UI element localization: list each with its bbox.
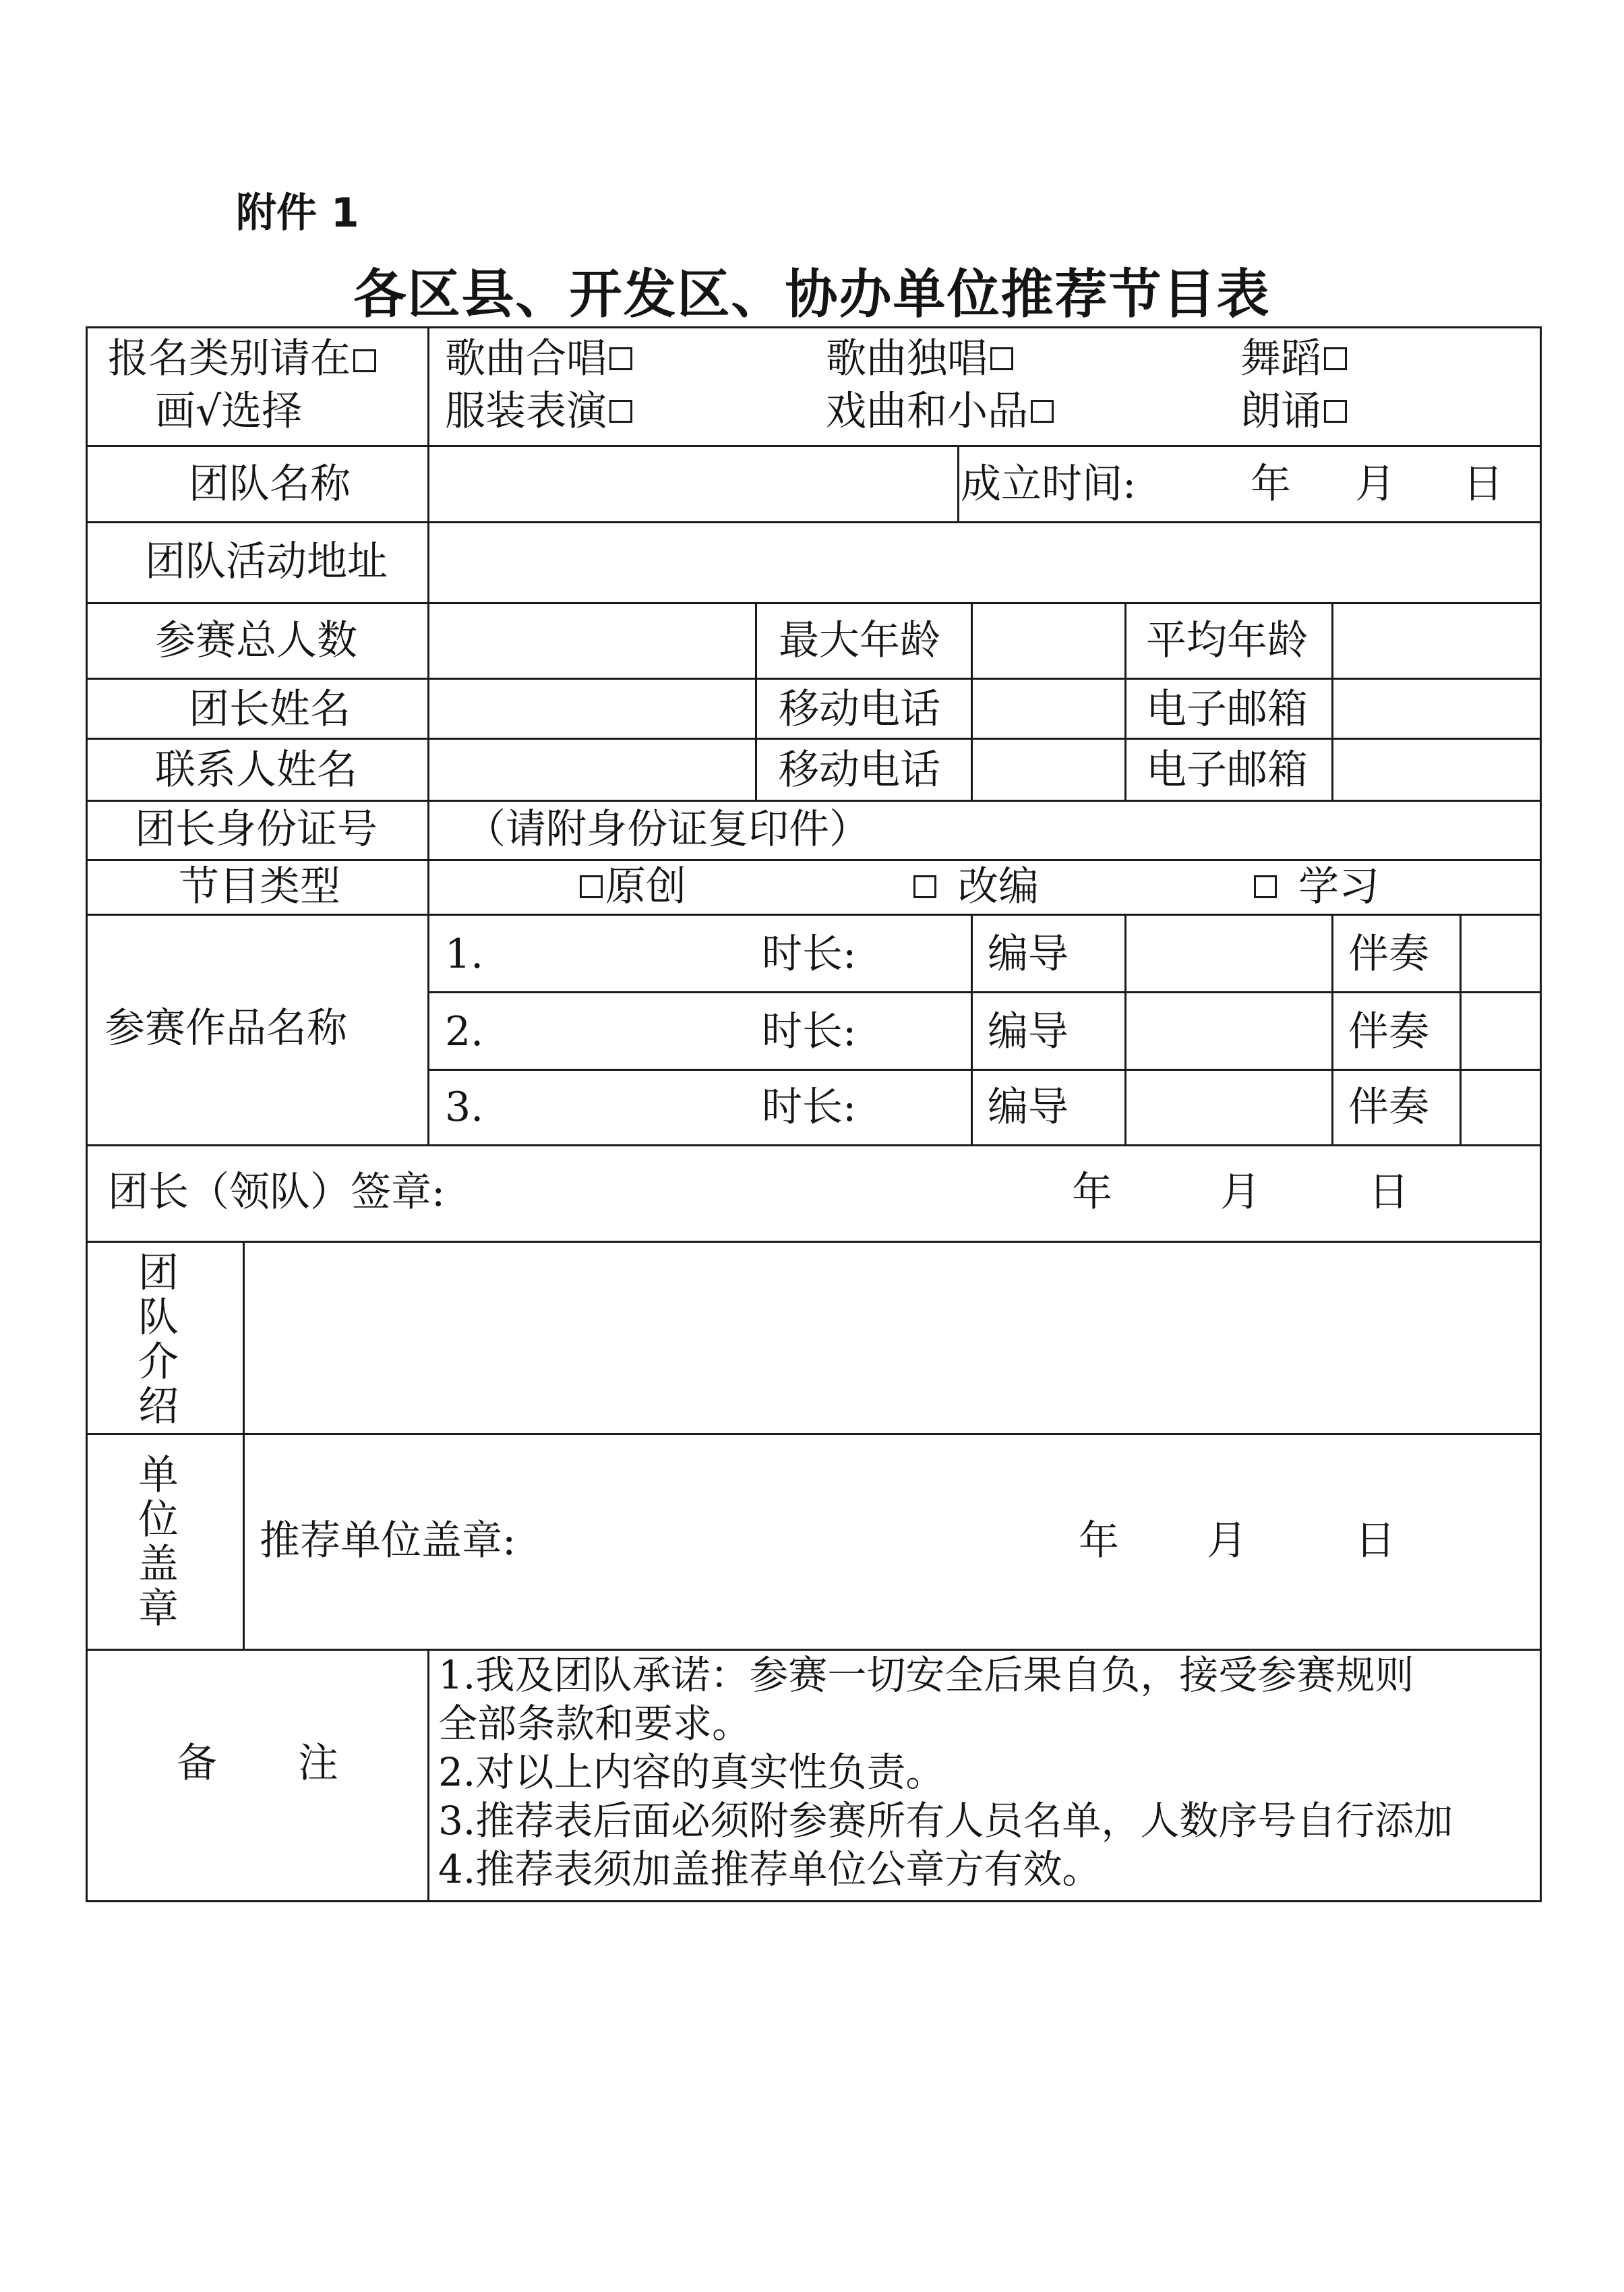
checkbox-sample-icon — [353, 349, 376, 372]
leader-id-field[interactable] — [876, 803, 1537, 857]
work-row-number: 1. — [445, 931, 484, 978]
program-type-label: 节目类型 — [179, 863, 340, 910]
col-divider — [1460, 914, 1462, 1146]
col-divider — [971, 602, 973, 802]
row-divider — [86, 678, 1542, 680]
checkbox[interactable] — [1254, 875, 1277, 898]
checkbox[interactable] — [1324, 400, 1347, 423]
contact-email-label: 电子邮箱 — [1146, 746, 1308, 794]
program-type-study[interactable]: 学习 — [1254, 866, 1379, 907]
team-intro-label: 团队介绍 — [138, 1250, 179, 1430]
remark-line: 2.对以上内容的真实性负责。 — [438, 1749, 945, 1795]
leader-email-field[interactable] — [1335, 681, 1537, 736]
address-label: 团队活动地址 — [145, 538, 388, 585]
col-divider — [957, 445, 959, 523]
unit-day: 日 — [1355, 1517, 1395, 1564]
founded-month: 月 — [1355, 461, 1395, 508]
col-divider — [1331, 602, 1333, 802]
team-name-field[interactable] — [431, 448, 954, 519]
option-fashion[interactable]: 服装表演 — [445, 391, 632, 432]
leader-signature-label: 团长（领队）签章: — [108, 1169, 446, 1216]
contact-email-field[interactable] — [1335, 741, 1537, 798]
work-accompany-label: 伴奏 — [1348, 1008, 1429, 1055]
remark-line: 4.推荐表须加盖推荐单位公章方有效。 — [438, 1846, 1102, 1892]
row-divider — [86, 738, 1542, 740]
option-dance[interactable]: 舞蹈 — [1240, 339, 1347, 379]
checkbox[interactable] — [1031, 400, 1054, 423]
work-director-label: 编导 — [988, 1084, 1069, 1131]
row-divider — [86, 521, 1542, 523]
checkbox[interactable] — [580, 875, 603, 898]
recommend-unit-stamp-label: 推荐单位盖章: — [260, 1517, 516, 1564]
col-divider — [427, 326, 429, 1146]
row-divider — [86, 1433, 1542, 1435]
col-divider — [1124, 602, 1126, 802]
remarks-label: 备 注 — [177, 1740, 338, 1787]
founded-year: 年 — [1251, 461, 1291, 508]
contact-name-field[interactable] — [431, 741, 752, 798]
works-label: 参赛作品名称 — [104, 1005, 347, 1052]
program-type-original[interactable]: 原创 — [580, 866, 686, 907]
work-row-number: 2. — [445, 1008, 484, 1055]
row-divider — [86, 1241, 1542, 1243]
row-divider — [86, 445, 1542, 447]
checkbox[interactable] — [1324, 347, 1347, 370]
contact-mobile-field[interactable] — [975, 741, 1122, 798]
program-type-adapted[interactable]: 改编 — [913, 866, 1039, 907]
remark-line: 1.我及团队承诺：参赛一切安全后果自负，接受参赛规则 — [438, 1652, 1414, 1698]
address-field[interactable] — [431, 525, 1537, 600]
form-border-left — [86, 326, 88, 1902]
checkbox[interactable] — [609, 347, 632, 370]
total-members-field[interactable] — [431, 606, 752, 676]
work-director-label: 编导 — [988, 1008, 1069, 1055]
leader-id-label: 团长身份证号 — [135, 806, 378, 853]
signature-month: 月 — [1220, 1169, 1261, 1216]
avg-age-label: 平均年龄 — [1146, 617, 1308, 664]
col-divider — [971, 914, 973, 1146]
signature-day: 日 — [1369, 1169, 1409, 1216]
work-accompany-label: 伴奏 — [1348, 931, 1429, 978]
option-recitation[interactable]: 朗诵 — [1240, 391, 1347, 432]
founded-label: 成立时间: — [961, 461, 1137, 508]
col-divider — [427, 1649, 429, 1902]
checkbox[interactable] — [913, 875, 936, 898]
row-divider — [86, 1649, 1542, 1651]
attachment-label: 附件 1 — [236, 189, 359, 237]
row-divider — [86, 800, 1542, 802]
work-duration-label: 时长: — [762, 931, 857, 978]
avg-age-field[interactable] — [1335, 606, 1537, 676]
col-divider — [1124, 914, 1126, 1146]
work-duration-label: 时长: — [762, 1084, 857, 1131]
max-age-label: 最大年龄 — [779, 617, 940, 664]
work-accompany-label: 伴奏 — [1348, 1084, 1429, 1131]
total-members-label: 参赛总人数 — [155, 617, 357, 664]
checkbox[interactable] — [990, 347, 1013, 370]
form-border-bottom — [86, 1900, 1542, 1902]
option-opera-sketch[interactable]: 戏曲和小品 — [826, 391, 1054, 432]
remark-line: 3.推荐表后面必须附参赛所有人员名单，人数序号自行添加 — [438, 1798, 1453, 1844]
leader-mobile-label: 移动电话 — [779, 686, 940, 733]
col-divider — [1331, 914, 1333, 1146]
leader-name-label: 团长姓名 — [189, 686, 351, 733]
contact-name-label: 联系人姓名 — [155, 746, 357, 794]
max-age-field[interactable] — [975, 606, 1122, 676]
page-title: 各区县、开发区、协办单位推荐节目表 — [353, 264, 1271, 325]
leader-mobile-field[interactable] — [975, 681, 1122, 736]
contact-mobile-label: 移动电话 — [779, 746, 940, 794]
row-divider — [86, 914, 1542, 916]
work-director-label: 编导 — [988, 931, 1069, 978]
form-border-top — [86, 326, 1542, 328]
leader-id-note: （请附身份证复印件） — [465, 806, 870, 853]
form-border-right — [1540, 326, 1542, 1902]
col-divider — [243, 1241, 245, 1651]
checkbox[interactable] — [609, 400, 632, 423]
unit-stamp-label: 单位盖章 — [138, 1452, 179, 1633]
row-divider — [86, 1144, 1542, 1146]
leader-email-label: 电子邮箱 — [1146, 686, 1308, 733]
registration-label-line2: 画√选择 — [155, 388, 303, 435]
row-divider — [86, 859, 1542, 861]
work-row-number: 3. — [445, 1084, 484, 1131]
option-solo[interactable]: 歌曲独唱 — [826, 339, 1013, 379]
row-divider — [86, 602, 1542, 604]
work-duration-label: 时长: — [762, 1008, 857, 1055]
founded-day: 日 — [1463, 461, 1503, 508]
registration-label-line1: 报名类别请在 — [108, 339, 379, 379]
works-row-divider — [427, 1069, 1542, 1071]
unit-month: 月 — [1207, 1517, 1247, 1564]
option-chorus[interactable]: 歌曲合唱 — [445, 339, 632, 379]
works-row-divider — [427, 991, 1542, 993]
team-name-label: 团队名称 — [189, 461, 351, 508]
leader-name-field[interactable] — [431, 681, 752, 736]
remark-line: 全部条款和要求。 — [438, 1701, 752, 1746]
unit-year: 年 — [1079, 1517, 1119, 1564]
signature-year: 年 — [1072, 1169, 1112, 1216]
team-intro-field[interactable] — [247, 1245, 1537, 1431]
col-divider — [755, 602, 757, 802]
